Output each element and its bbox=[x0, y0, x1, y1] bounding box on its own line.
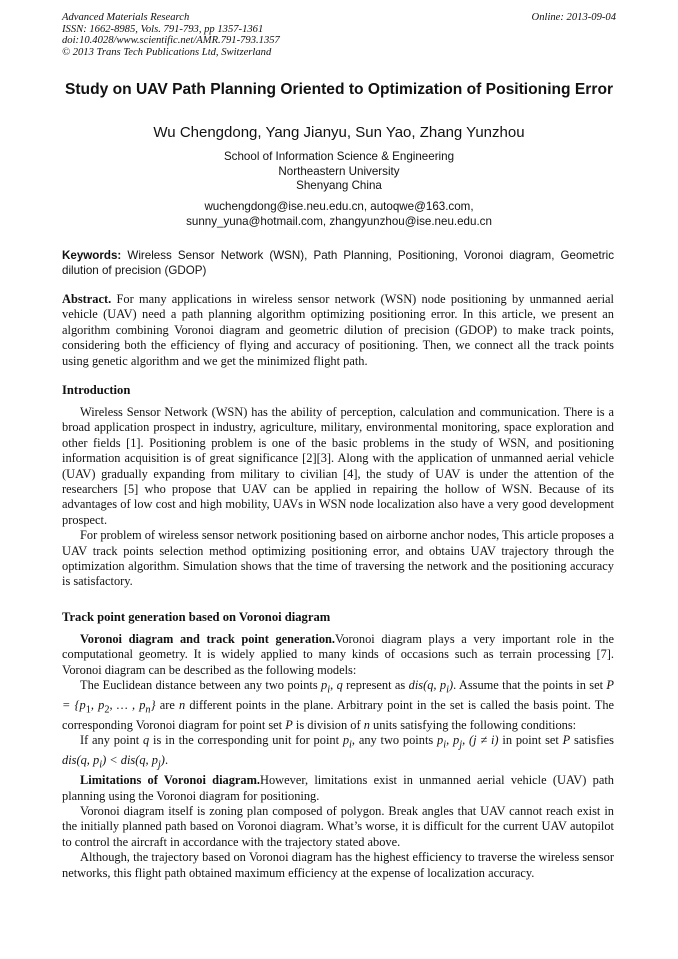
text-run: different points in the plane. Arbitrary point in the set is called the basis point. The corresponding Voronoi diagram for point set bbox=[62, 698, 615, 732]
math-sub: i bbox=[327, 684, 331, 696]
subsection-title: Limitations of Voronoi diagram. bbox=[80, 773, 261, 788]
author-list: Wu Chengdong, Yang Jianyu, Sun Yao, Zhang Yunzhou bbox=[153, 124, 525, 141]
journal-name: Advanced Materials Research bbox=[62, 12, 190, 23]
affiliation bbox=[62, 150, 616, 194]
paragraph bbox=[62, 733, 614, 773]
online-date: Online: 2013-09-04 bbox=[531, 12, 616, 23]
journal-header bbox=[62, 12, 616, 58]
author-emails bbox=[62, 199, 616, 229]
text-run: , bbox=[330, 678, 337, 693]
math-var: p bbox=[437, 733, 444, 748]
math-var: n bbox=[363, 717, 370, 732]
paragraph-text: Voronoi diagram plays a very important role in the computational geometry. It is widely applied to many kinds of occasions such as terrain processing [7]. Voronoi diagram can be described as the following models: bbox=[62, 632, 614, 677]
math-var: P bbox=[562, 733, 571, 748]
section-heading: Track point generation based on Voronoi diagram bbox=[62, 610, 331, 624]
text-run: is division of bbox=[292, 717, 364, 732]
math-sub: j bbox=[157, 759, 161, 771]
affiliation-line: School of Information Science & Engineering bbox=[223, 150, 455, 163]
math-sub: 2 bbox=[104, 704, 110, 716]
paragraph: Wireless Sensor Network (WSN) has the ability of perception, calculation and communication. There is a broad application prospect in industry, agriculture, military, environmental monitoring, space exploration and other fields [1]. Positioning problem is one of the basic problems in the study of WSN, and positioning information acquisition is of great significance [2][3]. Along with the application of unmanned aerial vehicle (UAV) gradually expanding from military to civilian [4], the study of UAV is under the attention of the researchers [5] who propose that UAV can be applied in repairing the hollow of WSN. Because of its advantages of low cost and high mobility, UAVs in WSN node localization also have a very good development prospect. bbox=[62, 405, 614, 527]
math-sub: i bbox=[443, 739, 447, 751]
text-run: . bbox=[164, 753, 169, 768]
paragraph: Voronoi diagram itself is zoning plan composed of polygon. Break angles that UAV cannot reach exist in the initially planned path based on Voronoi diagram. What’s worse, it is difficult for the current UAV autopilot to control the aircraft in accordance with the trajectory stated above. bbox=[62, 803, 614, 849]
math-expr: , … , p bbox=[109, 698, 146, 713]
math-expr: ) < dis(q, p bbox=[102, 753, 158, 768]
paper-title: Study on UAV Path Planning Oriented to Optimization of Positioning Error bbox=[64, 81, 614, 98]
section-heading: Introduction bbox=[62, 383, 131, 397]
issn-line: ISSN: 1662-8985, Vols. 791-793, pp 1357-1361 bbox=[62, 23, 264, 35]
math-var: n bbox=[179, 698, 186, 713]
math-expr: , p bbox=[446, 733, 460, 748]
math-expr: , p bbox=[90, 698, 105, 713]
section-body bbox=[62, 632, 614, 881]
keywords bbox=[62, 249, 614, 278]
text-run: If any point bbox=[80, 733, 144, 748]
math-sub: n bbox=[145, 704, 151, 716]
paragraph bbox=[62, 678, 614, 733]
paragraph bbox=[62, 632, 614, 678]
math-sub: i bbox=[349, 739, 352, 751]
doi-line: doi:10.4028/www.scientific.net/AMR.791-793.1357 bbox=[62, 35, 280, 47]
subsection-title: Voronoi diagram and track point generation. bbox=[80, 632, 336, 646]
math-expr: dis(q, p bbox=[62, 753, 100, 768]
math-sub: i bbox=[446, 684, 449, 696]
copyright-line: © 2013 Trans Tech Publications Ltd, Switzerland bbox=[62, 46, 272, 58]
text-run: units satisfying the following conditions: bbox=[369, 717, 577, 732]
keywords-label: Keywords: bbox=[62, 249, 122, 262]
paragraph bbox=[62, 773, 614, 804]
text-run: is in the corresponding unit for point bbox=[149, 733, 343, 748]
text-run: , any two points bbox=[351, 733, 438, 748]
abstract bbox=[62, 292, 614, 369]
math-var: p bbox=[321, 678, 328, 693]
math-var: p bbox=[342, 733, 350, 748]
math-var: P bbox=[285, 717, 293, 732]
math-expr: ) bbox=[160, 753, 165, 768]
text-run: . Assume that the points in set bbox=[453, 678, 607, 693]
text-run: satisfies bbox=[570, 733, 614, 748]
text-run: represent as bbox=[342, 678, 409, 693]
paragraph-text: However, limitations exist in unmanned aerial vehicle (UAV) path planning using the Voronoi diagram for positioning. bbox=[62, 773, 614, 803]
affiliation-line: Northeastern University bbox=[278, 164, 400, 178]
math-expr: } bbox=[150, 698, 156, 713]
math-sub: 1 bbox=[85, 704, 91, 716]
math-var: q bbox=[143, 733, 150, 748]
math-expr: , (j ≠ i) bbox=[462, 733, 499, 748]
email-line: wuchengdong@ise.neu.edu.cn, autoqwe@163.com, bbox=[204, 200, 474, 213]
paragraph: Although, the trajectory based on Voronoi diagram has the highest efficiency to traverse the wireless sensor networks, this flight path obtained maximum efficiency at the expense of localization accuracy. bbox=[62, 850, 614, 880]
math-var: q bbox=[336, 678, 343, 693]
keywords-text: Wireless Sensor Network (WSN), Path Planning, Positioning, Voronoi diagram, Geometric dilution of precision (GDOP) bbox=[62, 249, 614, 277]
paragraph: For problem of wireless sensor network positioning based on airborne anchor nodes, This article proposes a UAV track points selection method optimizing positioning error, and obtains UAV trajectory through the optimization algorithm. Simulation shows that the time of traversing the network and the positioning accuracy is satisfactory. bbox=[62, 528, 614, 589]
text-run: The Euclidean distance between any two points bbox=[80, 678, 322, 693]
email-line: sunny_yuna@hotmail.com, zhangyunzhou@ise.neu.edu.cn bbox=[186, 215, 492, 228]
math-sub: i bbox=[99, 759, 103, 771]
math-expr: P = {p bbox=[62, 678, 614, 713]
abstract-text: For many applications in wireless sensor network (WSN) node positioning by unmanned aerial vehicle (UAV) need a path planning algorithm optimizing positioning error. In this article, we present an algorithm combining Voronoi diagram and geometric dilution of precision (GDOP) to make track points, considering both the efficiency of flying and accuracy of positioning. Then, we connect all the track points using genetic algorithm and we get the minimized flight path. bbox=[62, 292, 614, 368]
math-expr: ) bbox=[448, 678, 454, 693]
introduction-body bbox=[62, 405, 614, 590]
math-sub: j bbox=[459, 739, 463, 751]
abstract-label: Abstract. bbox=[62, 292, 112, 306]
affiliation-line: Shenyang China bbox=[296, 179, 382, 193]
text-run: in point set bbox=[498, 733, 563, 748]
math-expr: dis(q, p bbox=[408, 678, 447, 693]
text-run: are bbox=[155, 698, 179, 713]
